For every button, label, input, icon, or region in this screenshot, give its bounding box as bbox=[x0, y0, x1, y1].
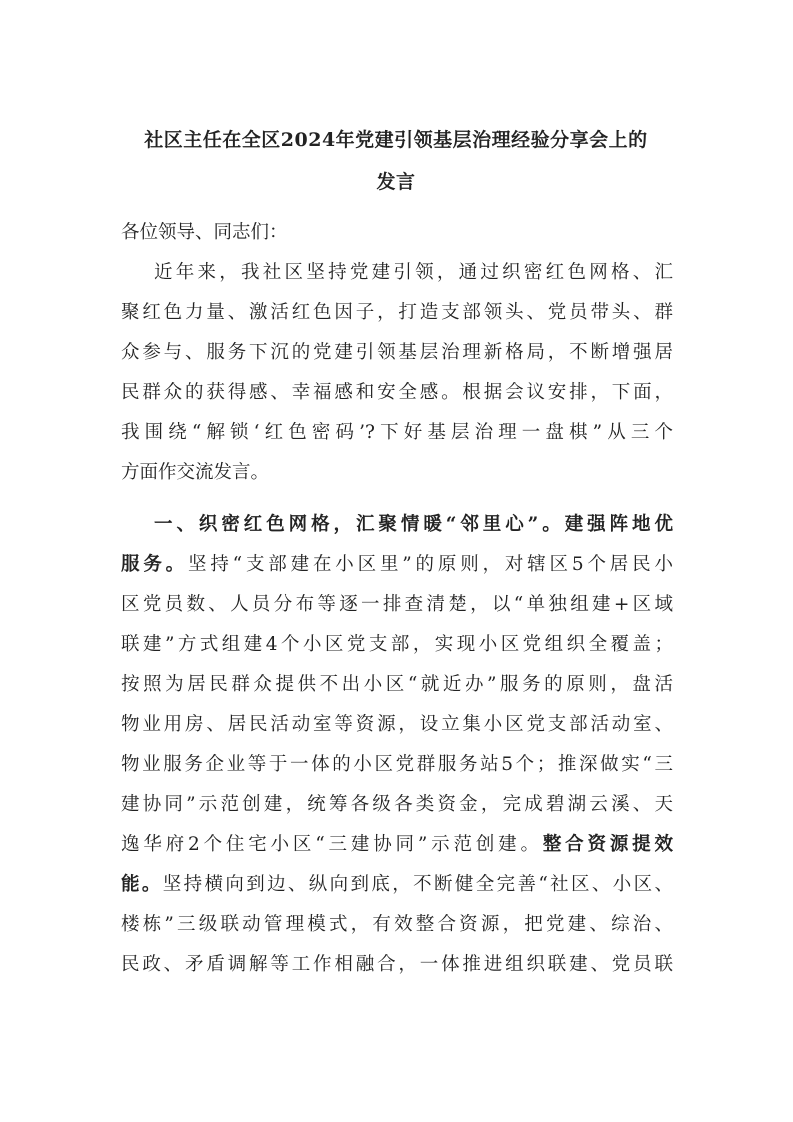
section1-line-9-text: 逸华府2个住宅小区“三建协同”示范创建。 bbox=[121, 834, 543, 855]
section1-line-6: 物业用房、居民活动室等资源，设立集小区党支部活动室、 bbox=[121, 714, 673, 735]
intro-line-5: 我围绕“解锁‘红色密码’?下好基层治理一盘棋”从三个 bbox=[121, 422, 673, 443]
subheading-integrate-resources: 整合资源提效 bbox=[542, 834, 673, 855]
intro-line-3: 众参与、服务下沉的党建引领基层治理新格局，不断增强居 bbox=[121, 342, 673, 363]
intro-line-6: 方面作交流发言。 bbox=[121, 462, 270, 483]
section1-line-5: 按照为居民群众提供不出小区“就近办”服务的原则，盘活 bbox=[121, 674, 673, 695]
document-title-line-1: 社区主任在全区2024年党建引领基层治理经验分享会上的 bbox=[144, 129, 648, 151]
subheading-strengthen-positions: 服务。 bbox=[121, 554, 188, 575]
section1-line-12: 民政、矛盾调解等工作相融合，一体推进组织联建、党员联 bbox=[121, 954, 673, 975]
intro-line-1: 近年来，我社区坚持党建引领，通过织密红色网格、汇 bbox=[154, 262, 673, 283]
section1-line-3: 区党员数、人员分布等逐一排查清楚，以“单独组建+区域 bbox=[121, 594, 673, 615]
section1-heading: 一、织密红色网格，汇聚情暖“邻里心”。建强阵地优 bbox=[154, 514, 673, 535]
greeting: 各位领导、同志们： bbox=[121, 222, 288, 243]
intro-line-4: 民群众的获得感、幸福感和安全感。根据会议安排，下面， bbox=[121, 382, 673, 403]
section1-line-7: 物业服务企业等于一体的小区党群服务站5个；推深做实“三 bbox=[121, 754, 673, 775]
subheading-integrate-resources-end: 能。 bbox=[121, 874, 163, 895]
section1-line-2-text: 坚持“支部建在小区里”的原则，对辖区5个居民小 bbox=[188, 554, 673, 575]
intro-line-2: 聚红色力量、激活红色因子，打造支部领头、党员带头、群 bbox=[121, 302, 673, 323]
section1-line-2 bbox=[121, 546, 673, 584]
section1-line-9 bbox=[121, 826, 673, 864]
section1-line-10 bbox=[121, 866, 673, 904]
section1-line-10-text: 坚持横向到边、纵向到底，不断健全完善“社区、小区、 bbox=[162, 874, 673, 895]
section1-line-4: 联建”方式组建4个小区党支部，实现小区党组织全覆盖； bbox=[121, 634, 673, 655]
section1-line-8: 建协同”示范创建，统筹各级各类资金，完成碧湖云溪、天 bbox=[121, 794, 673, 815]
section1-line-11: 楼栋”三级联动管理模式，有效整合资源，把党建、综治、 bbox=[121, 914, 673, 935]
document-title-line-2: 发言 bbox=[376, 171, 416, 193]
